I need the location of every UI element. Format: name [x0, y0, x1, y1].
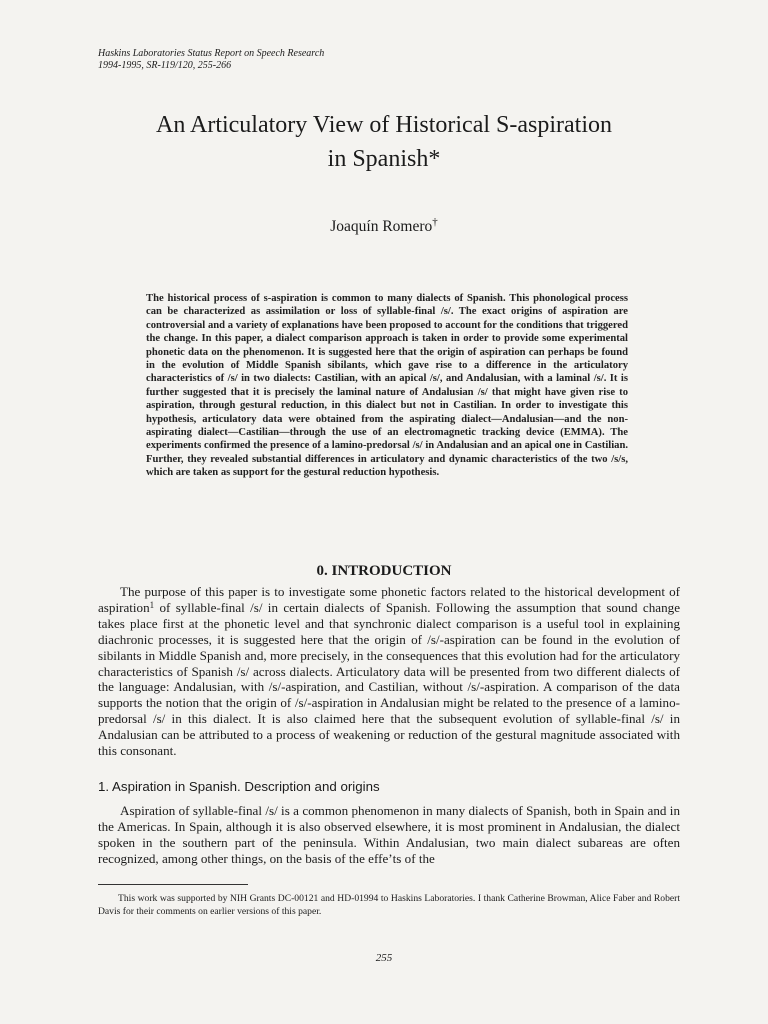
author-name: Joaquín Romero [330, 218, 433, 236]
title-line-1: An Articulatory View of Historical S-aspiration [155, 112, 613, 138]
paper-title [60, 108, 708, 176]
title-line-2: in Spanish* [327, 146, 441, 172]
page-number: 255 [375, 952, 393, 964]
journal-name: Haskins Laboratories Status Report on Speech Research [98, 48, 325, 59]
footnote-reference: 1 [149, 599, 155, 610]
journal-volume: 1994-1995, SR-119/120, 255-266 [98, 60, 232, 71]
section-1-paragraph: Aspiration of syllable-final /s/ is a common phenomenon in many dialects of Spanish, both in Spain and in the Americas. In Spain, although it is also observed elsewhere, it is most prominent in Andalusian, the dialect spoken in the southern part of the peninsula. Within Andalusian, two main dialect subareas are often recognized, among other things, on the basis of the effeʼts of the [98, 803, 680, 866]
intro-text-part-1: The purpose of this paper is to investigate some phonetic factors related to the historical development of aspiration [98, 584, 680, 615]
footnote: This work was supported by NIH Grants DC-00121 and HD-01994 to Haskins Laboratories. I thank Catherine Browman, Alice Faber and Robert Davis for their comments on earlier versions of this paper. [98, 893, 680, 917]
section-1-heading: 1. Aspiration in Spanish. Description and origins [98, 779, 380, 794]
introduction-paragraph [98, 584, 680, 759]
introduction-body [98, 584, 680, 759]
footnote-divider [98, 884, 248, 885]
author-footnote-mark: † [432, 216, 438, 228]
intro-text-part-2: of syllable-final /s/ in certain dialects of Spanish. Following the assumption that sound change takes place first at the phonetic level and that synchronic dialect comparison is a useful tool in explaining diachronic processes, it is suggested here that the origin of /s/-aspiration can be found in the evolution of sibilants in Middle Spanish and, more precisely, in the consequences that this evolution had for the articulatory characteristics of Spanish /s/ across dialects. Articulatory data will be presented from two different dialects of the language: Andalusian, with /s/-aspiration, and Castilian, without /s/-aspiration. A comparison of the data supports the notion that the origin of /s/-aspiration in Andalusian might be related to the presence of a lamino-predorsal /s/ in this dialect. It is also claimed here that the subsequent evolution of syllable-final /s/ in Andalusian can be attributed to a process of weakening or reduction of the gestural magnitude associated with this consonant. [98, 599, 680, 759]
author-line [0, 216, 768, 236]
section-1-body [98, 803, 680, 867]
journal-header [98, 48, 324, 72]
abstract: The historical process of s-aspiration is common to many dialects of Spanish. This phonological process can be characterized as assimilation or loss of syllable-final /s/. The exact origins of aspiration are controversial and a variety of explanations have been proposed to account for the conditions that triggered the change. In this paper, a dialect comparison approach is taken in order to provide some experimental phonetic data on the phenomenon. It is suggested here that the origin of aspiration can perhaps be found in the evolution of Middle Spanish sibilants, which gave rise to a difference in the articulatory characteristics of /s/ in two dialects: Castilian, with an apical /s/, and Andalusian, with a laminal /s/. It is further suggested that it is precisely the laminal nature of Andalusian /s/ that might have given rise to aspiration, through gestural reduction, in this dialect but not in Castilian. In order to investigate this hypothesis, articulatory data were obtained from the aspirating dialect—Andalusian—and the non-aspirating dialect—Castilian—through the use of an electromagnetic tracking device (EMMA). The experiments confirmed the presence of a lamino-predorsal /s/ in Andalusian and an apical one in Castilian. Further, they revealed substantial differences in articulatory and dynamic characteristics of the two /s/s, which are taken as support for the gestural reduction hypothesis. [146, 293, 628, 479]
introduction-heading: 0. INTRODUCTION [316, 563, 452, 579]
